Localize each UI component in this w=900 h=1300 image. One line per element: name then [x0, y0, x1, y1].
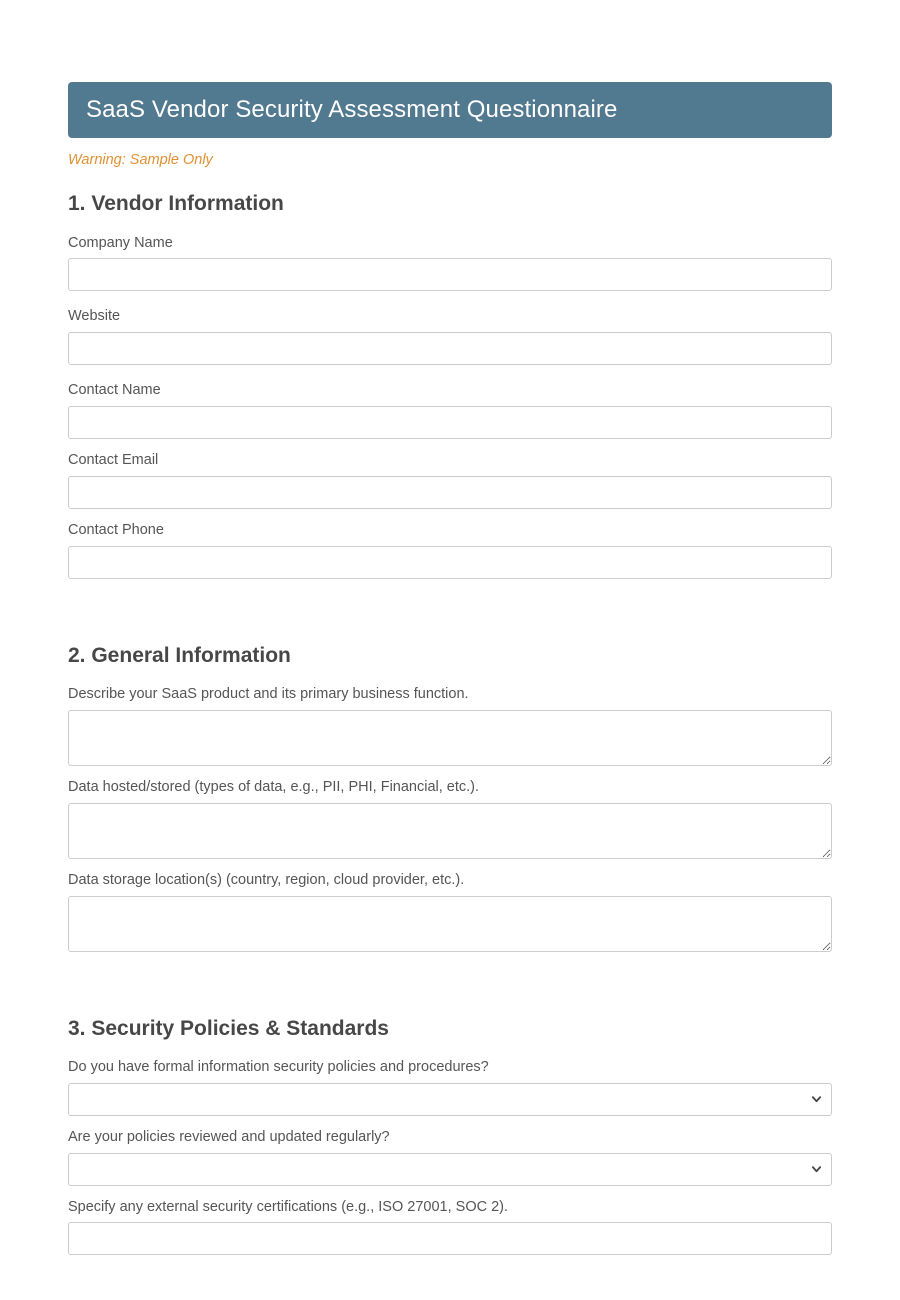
- section-title: 2. General Information: [68, 643, 291, 667]
- product-description-textarea[interactable]: [68, 710, 832, 766]
- field-contact-name: [68, 381, 832, 439]
- field-label: Are your policies reviewed and updated regularly?: [68, 1128, 390, 1145]
- field-label: Data storage location(s) (country, region, cloud provider, etc.).: [68, 871, 465, 888]
- select-wrapper: [68, 1083, 832, 1116]
- field-formal-security-policies: [68, 1058, 832, 1116]
- contact-name-input[interactable]: [68, 406, 832, 439]
- field-data-hosted-stored: [68, 778, 832, 859]
- field-external-certifications: [68, 1198, 832, 1256]
- data-hosted-stored-textarea[interactable]: [68, 803, 832, 859]
- policies-reviewed-regularly-select[interactable]: [68, 1153, 832, 1186]
- field-website: [68, 307, 832, 365]
- field-label: Specify any external security certifications (e.g., ISO 27001, SOC 2).: [68, 1198, 509, 1215]
- website-input[interactable]: [68, 332, 832, 365]
- field-policies-reviewed-regularly: [68, 1128, 832, 1186]
- data-storage-location-textarea[interactable]: [68, 896, 832, 952]
- company-name-input[interactable]: [68, 258, 832, 291]
- field-label: Contact Email: [68, 452, 159, 469]
- field-label: Contact Phone: [68, 522, 164, 539]
- contact-phone-input[interactable]: [68, 546, 832, 579]
- field-label: Do you have formal information security policies and procedures?: [68, 1058, 489, 1075]
- formal-security-policies-select[interactable]: [68, 1083, 832, 1116]
- section-spacer: [68, 579, 832, 621]
- section-title: 3. Security Policies & Standards: [68, 1016, 389, 1040]
- field-product-description: [68, 685, 832, 766]
- field-label: Company Name: [68, 234, 173, 251]
- field-company-name: [68, 234, 832, 292]
- field-data-storage-location: [68, 871, 832, 952]
- field-label: Data hosted/stored (types of data, e.g., PII, PHI, Financial, etc.).: [68, 778, 480, 795]
- section-general-information: [68, 643, 832, 952]
- contact-email-input[interactable]: [68, 476, 832, 509]
- field-contact-email: [68, 451, 832, 509]
- field-label: Describe your SaaS product and its primary business function.: [68, 686, 469, 703]
- section-vendor-information: [68, 191, 832, 578]
- field-contact-phone: [68, 521, 832, 579]
- external-certifications-input[interactable]: [68, 1222, 832, 1255]
- field-label: Website: [68, 308, 121, 325]
- section-security-policies-standards: [68, 1016, 832, 1256]
- sample-warning-text: Warning: Sample Only: [68, 152, 213, 168]
- section-spacer: [68, 952, 832, 994]
- field-label: Contact Name: [68, 382, 161, 399]
- section-title: 1. Vendor Information: [68, 192, 284, 216]
- page-header-banner: [68, 82, 832, 138]
- page-title: SaaS Vendor Security Assessment Questionnaire: [86, 95, 618, 123]
- select-wrapper: [68, 1153, 832, 1186]
